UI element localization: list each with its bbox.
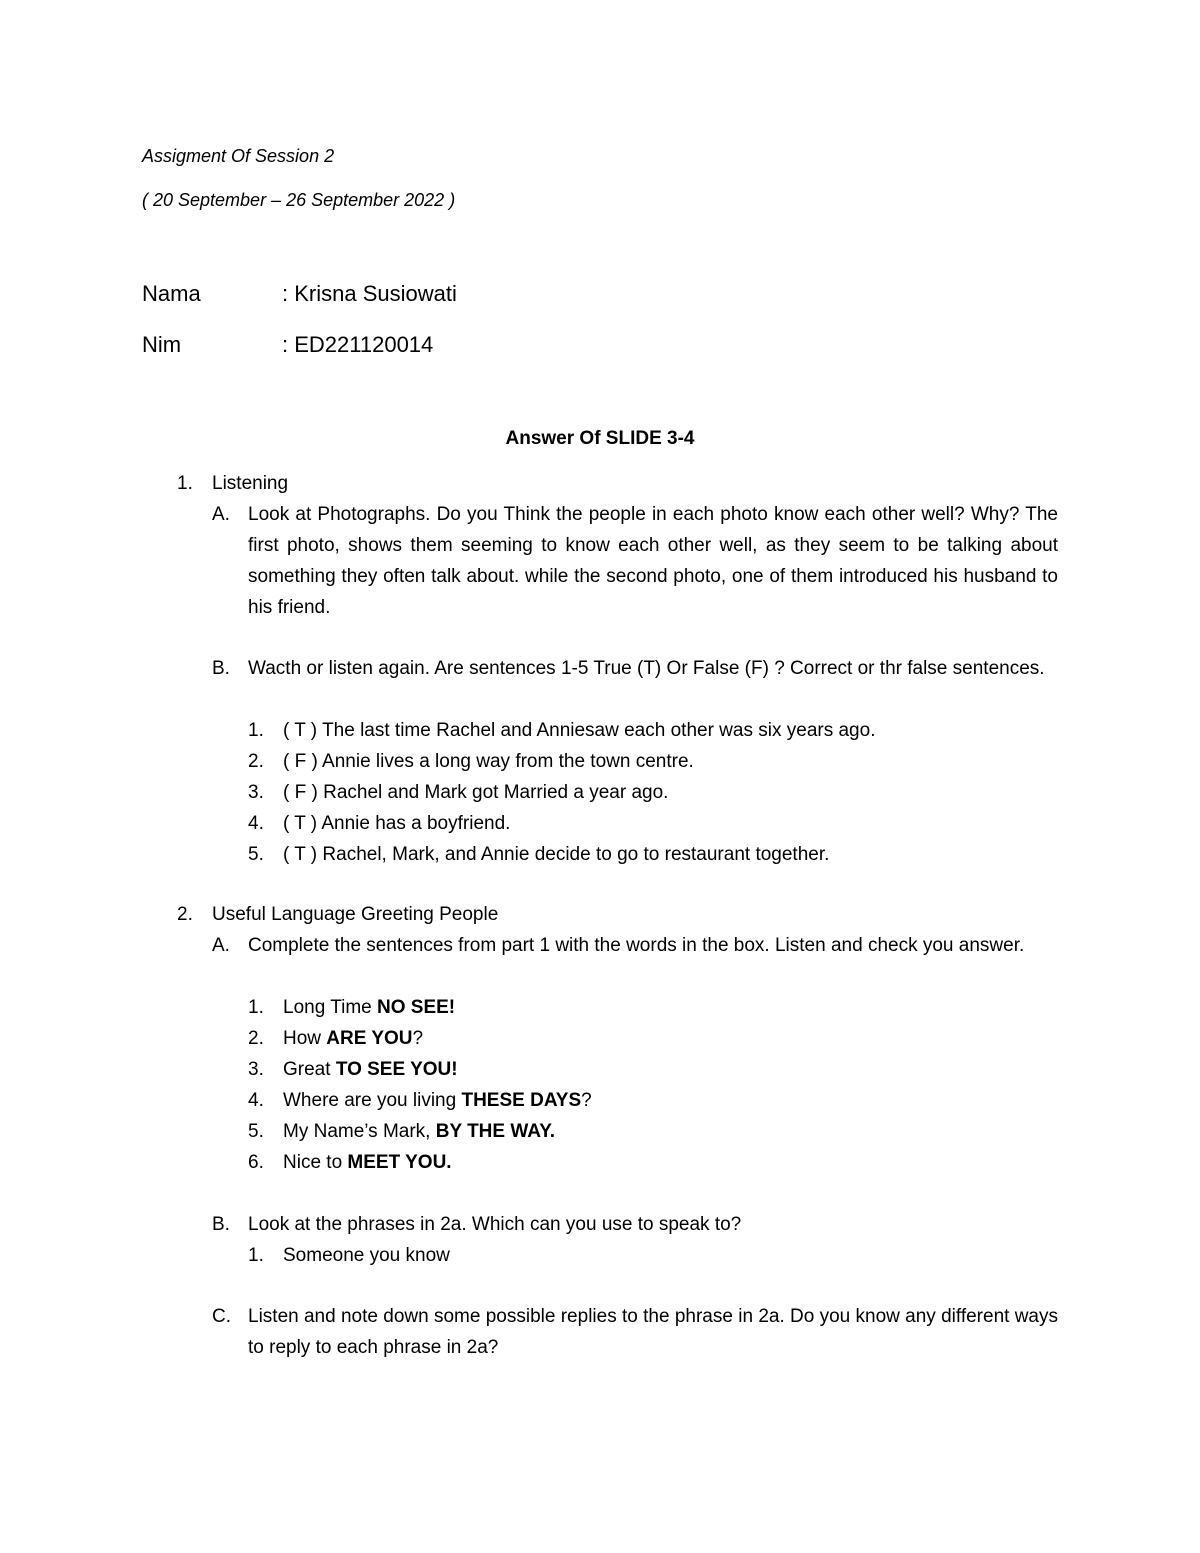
- q2a-item-number: 4.: [248, 1090, 264, 1111]
- q2-title: Useful Language Greeting People: [212, 904, 499, 925]
- q1b-item-number: 1.: [248, 720, 264, 741]
- q1b-item-text: ( T ) Rachel, Mark, and Annie decide to go to restaurant together.: [283, 844, 830, 865]
- q1-title: Listening: [212, 473, 289, 494]
- nim-label: Nim: [142, 332, 182, 357]
- q1b-item-text: ( T ) The last time Rachel and Anniesaw each other was six years ago.: [283, 720, 876, 741]
- q2c-text: Listen and note down some possible replies to the phrase in 2a. Do you know any different ways to reply to each phrase in 2a?: [248, 1306, 1058, 1358]
- q2-number: 2.: [177, 904, 193, 925]
- q2b-item-number: 1.: [248, 1245, 264, 1266]
- q2b-text: Look at the phrases in 2a. Which can you use to speak to?: [248, 1214, 742, 1235]
- q1b-item-number: 4.: [248, 813, 264, 834]
- q2a-text: Complete the sentences from part 1 with the words in the box. Listen and check you answer.: [248, 935, 1025, 956]
- q2a-item-text: Long Time NO SEE!: [283, 997, 456, 1018]
- q1-number: 1.: [177, 473, 193, 494]
- q2a-item-text: Where are you living THESE DAYS?: [283, 1090, 592, 1111]
- q2a-item-text: How ARE YOU?: [283, 1028, 424, 1049]
- date-range: ( 20 September – 26 September 2022 ): [142, 190, 456, 210]
- q2a-item-text: Great TO SEE YOU!: [283, 1059, 458, 1080]
- nim-value: : ED221120014: [282, 332, 434, 357]
- q2c-letter: C.: [212, 1306, 231, 1327]
- q1b-item-text: ( F ) Rachel and Mark got Married a year ago.: [283, 782, 669, 803]
- q2a-item-text: Nice to MEET YOU.: [283, 1152, 452, 1173]
- q2b-letter: B.: [212, 1214, 230, 1235]
- q1b-item-number: 2.: [248, 751, 264, 772]
- q2a-item-number: 2.: [248, 1028, 264, 1049]
- q1b-letter: B.: [212, 658, 230, 679]
- q2a-item-number: 1.: [248, 997, 264, 1018]
- q2a-item-number: 3.: [248, 1059, 264, 1080]
- name-label: Nama: [142, 281, 201, 306]
- assignment-title: Assigment Of Session 2: [142, 146, 335, 166]
- q1b-item-text: ( F ) Annie lives a long way from the town centre.: [283, 751, 694, 772]
- q2a-letter: A.: [212, 935, 230, 956]
- section-title: Answer Of SLIDE 3-4: [505, 428, 695, 449]
- q1a-letter: A.: [212, 504, 230, 525]
- q1b-text: Wacth or listen again. Are sentences 1-5 True (T) Or False (F) ? Correct or thr false sentences.: [248, 658, 1045, 679]
- q2a-item-text: My Name’s Mark, BY THE WAY.: [283, 1121, 556, 1142]
- q1b-item-number: 5.: [248, 844, 264, 865]
- q2a-item-number: 5.: [248, 1121, 264, 1142]
- q2a-item-number: 6.: [248, 1152, 264, 1173]
- q1b-item-number: 3.: [248, 782, 264, 803]
- name-value: : Krisna Susiowati: [282, 281, 457, 306]
- q1a-text: Look at Photographs. Do you Think the people in each photo know each other well? Why? The first photo, shows them seeming to know each other well, as they seem to be talking about something they often talk about. while the second photo, one of them introduced his husband to his friend.: [248, 504, 1090, 618]
- q2b-item-text: Someone you know: [283, 1245, 450, 1266]
- q1b-item-text: ( T ) Annie has a boyfriend.: [283, 813, 511, 834]
